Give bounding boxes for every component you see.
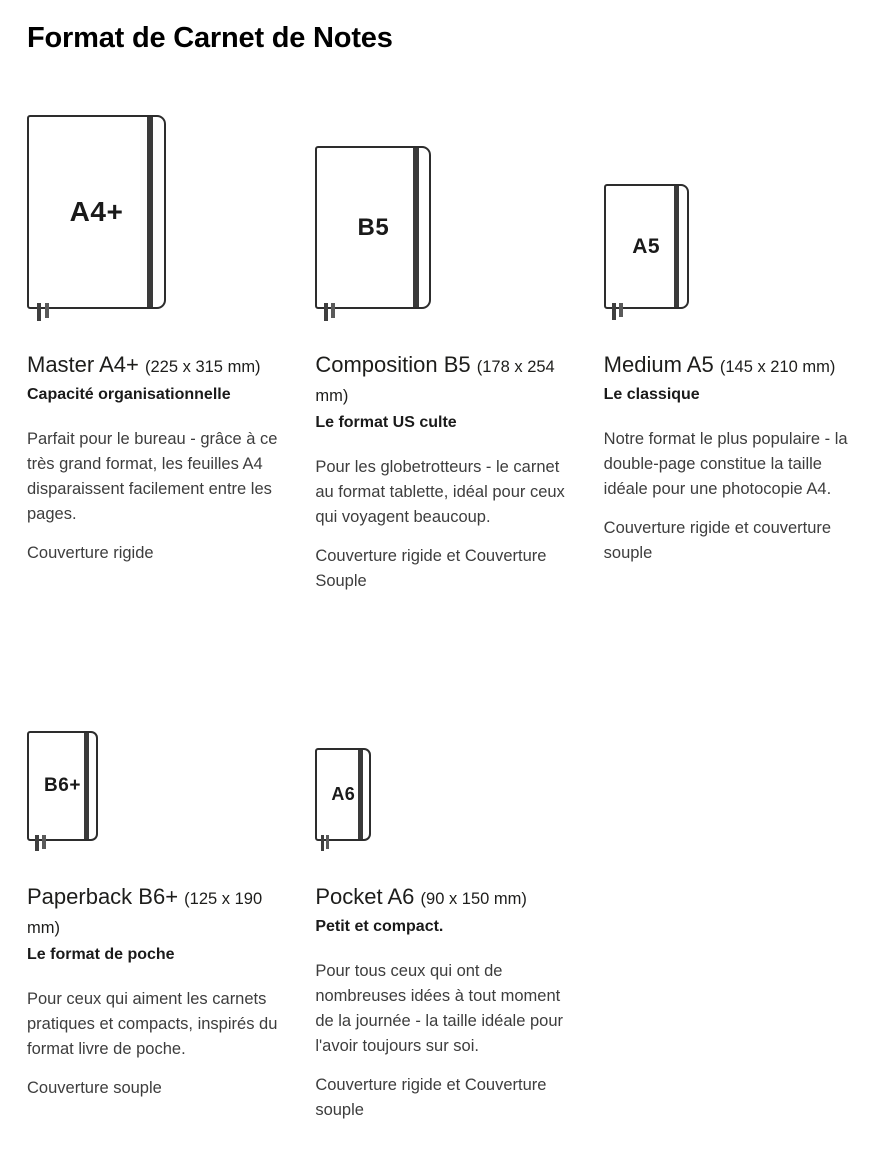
notebook-drawing-a6 bbox=[315, 748, 371, 841]
notebook-cover bbox=[27, 115, 166, 309]
notebook-cover bbox=[315, 748, 371, 841]
format-dimensions: (90 x 150 mm) bbox=[420, 890, 527, 909]
card-cover-types: Couverture rigide et couverture souple bbox=[603, 518, 832, 562]
notebook-drawing-a5 bbox=[604, 184, 689, 309]
card-description: Parfait pour le bureau - grâce à ce très grand format, les feuilles A4 disparaissent facilement entre les pages. bbox=[27, 429, 278, 523]
notebook-illustration bbox=[604, 115, 868, 309]
bookmark-ribbon bbox=[619, 303, 623, 317]
format-name: Pocket A6 bbox=[315, 884, 415, 910]
card-tagline: Le format US culte bbox=[315, 414, 457, 432]
card-title bbox=[315, 351, 579, 408]
bookmark-ribbon bbox=[326, 835, 329, 849]
card-cover-types: Couverture rigide bbox=[27, 543, 154, 562]
elastic-band bbox=[84, 733, 89, 839]
notebook-illustration bbox=[27, 729, 291, 841]
notebook-cover bbox=[27, 731, 98, 841]
notebook-size-label: B5 bbox=[357, 213, 390, 241]
format-name: Master A4+ bbox=[27, 352, 139, 377]
card-tagline: Capacité organisationnelle bbox=[27, 385, 231, 403]
bookmark-ribbon bbox=[42, 835, 46, 849]
elastic-band bbox=[674, 186, 679, 307]
notebook-cover bbox=[604, 184, 689, 309]
card-paperback-b6plus bbox=[27, 729, 291, 1123]
notebook-size-label: A4+ bbox=[69, 196, 124, 227]
format-dimensions: (178 x 254 mm) bbox=[315, 358, 555, 405]
card-cover-types: Couverture souple bbox=[27, 1079, 162, 1098]
bookmark-ribbon bbox=[37, 303, 41, 321]
bookmark-ribbon bbox=[35, 835, 39, 851]
card-master-a4plus bbox=[27, 115, 291, 594]
bookmark-ribbon bbox=[612, 303, 616, 320]
notebook-size-label: A6 bbox=[331, 784, 356, 805]
card-composition-b5 bbox=[315, 115, 579, 594]
card-tagline: Petit et compact. bbox=[315, 917, 444, 935]
format-dimensions: (145 x 210 mm) bbox=[719, 358, 836, 376]
notebook-drawing-a4plus bbox=[27, 115, 166, 309]
card-tagline: Le format de poche bbox=[27, 946, 175, 964]
page-title: Format de Carnet de Notes bbox=[27, 22, 393, 54]
card-description: Notre format le plus populaire - la double-page constitue la taille idéale pour une photocopie A4. bbox=[603, 429, 848, 498]
card-cover-types: Couverture rigide et Couverture souple bbox=[315, 1075, 547, 1119]
card-description: Pour ceux qui aiment les carnets pratiques et compacts, inspirés du format livre de poche. bbox=[27, 990, 278, 1059]
card-pocket-a6 bbox=[315, 729, 579, 1123]
notebook-size-label: A5 bbox=[632, 234, 661, 258]
card-tagline: Le classique bbox=[603, 385, 700, 403]
bookmark-ribbon bbox=[331, 303, 335, 318]
card-description: Pour les globetrotteurs - le carnet au format tablette, idéal pour ceux qui voyagent beaucoup. bbox=[315, 458, 565, 527]
elastic-band bbox=[413, 148, 419, 307]
notebook-illustration bbox=[315, 115, 579, 309]
notebook-illustration bbox=[315, 729, 579, 841]
card-title bbox=[27, 883, 291, 940]
card-cover-types: Couverture rigide et Couverture Souple bbox=[315, 547, 547, 591]
format-name: Medium A5 bbox=[603, 352, 714, 377]
notebook-illustration bbox=[27, 115, 291, 309]
bookmark-ribbon bbox=[321, 835, 324, 851]
card-title bbox=[604, 351, 868, 380]
bookmark-ribbon bbox=[324, 303, 328, 321]
elastic-band bbox=[147, 117, 153, 307]
format-dimensions: (125 x 190 mm) bbox=[27, 890, 263, 937]
notebook-size-label: B6+ bbox=[44, 775, 81, 797]
format-name: Paperback B6+ bbox=[27, 884, 179, 910]
notebook-drawing-b6plus bbox=[27, 731, 98, 841]
notebook-format-grid bbox=[27, 115, 868, 1123]
card-title bbox=[315, 883, 579, 912]
card-title bbox=[27, 351, 291, 380]
notebook-cover bbox=[315, 146, 431, 309]
card-description: Pour tous ceux qui ont de nombreuses idées à tout moment de la journée - la taille idéale pour l'avoir toujours sur soi. bbox=[315, 961, 563, 1055]
notebook-drawing-b5 bbox=[315, 146, 431, 309]
format-dimensions: (225 x 315 mm) bbox=[145, 358, 261, 376]
bookmark-ribbon bbox=[45, 303, 49, 318]
card-medium-a5 bbox=[604, 115, 868, 594]
format-name: Composition B5 bbox=[315, 352, 471, 377]
elastic-band bbox=[358, 750, 363, 839]
